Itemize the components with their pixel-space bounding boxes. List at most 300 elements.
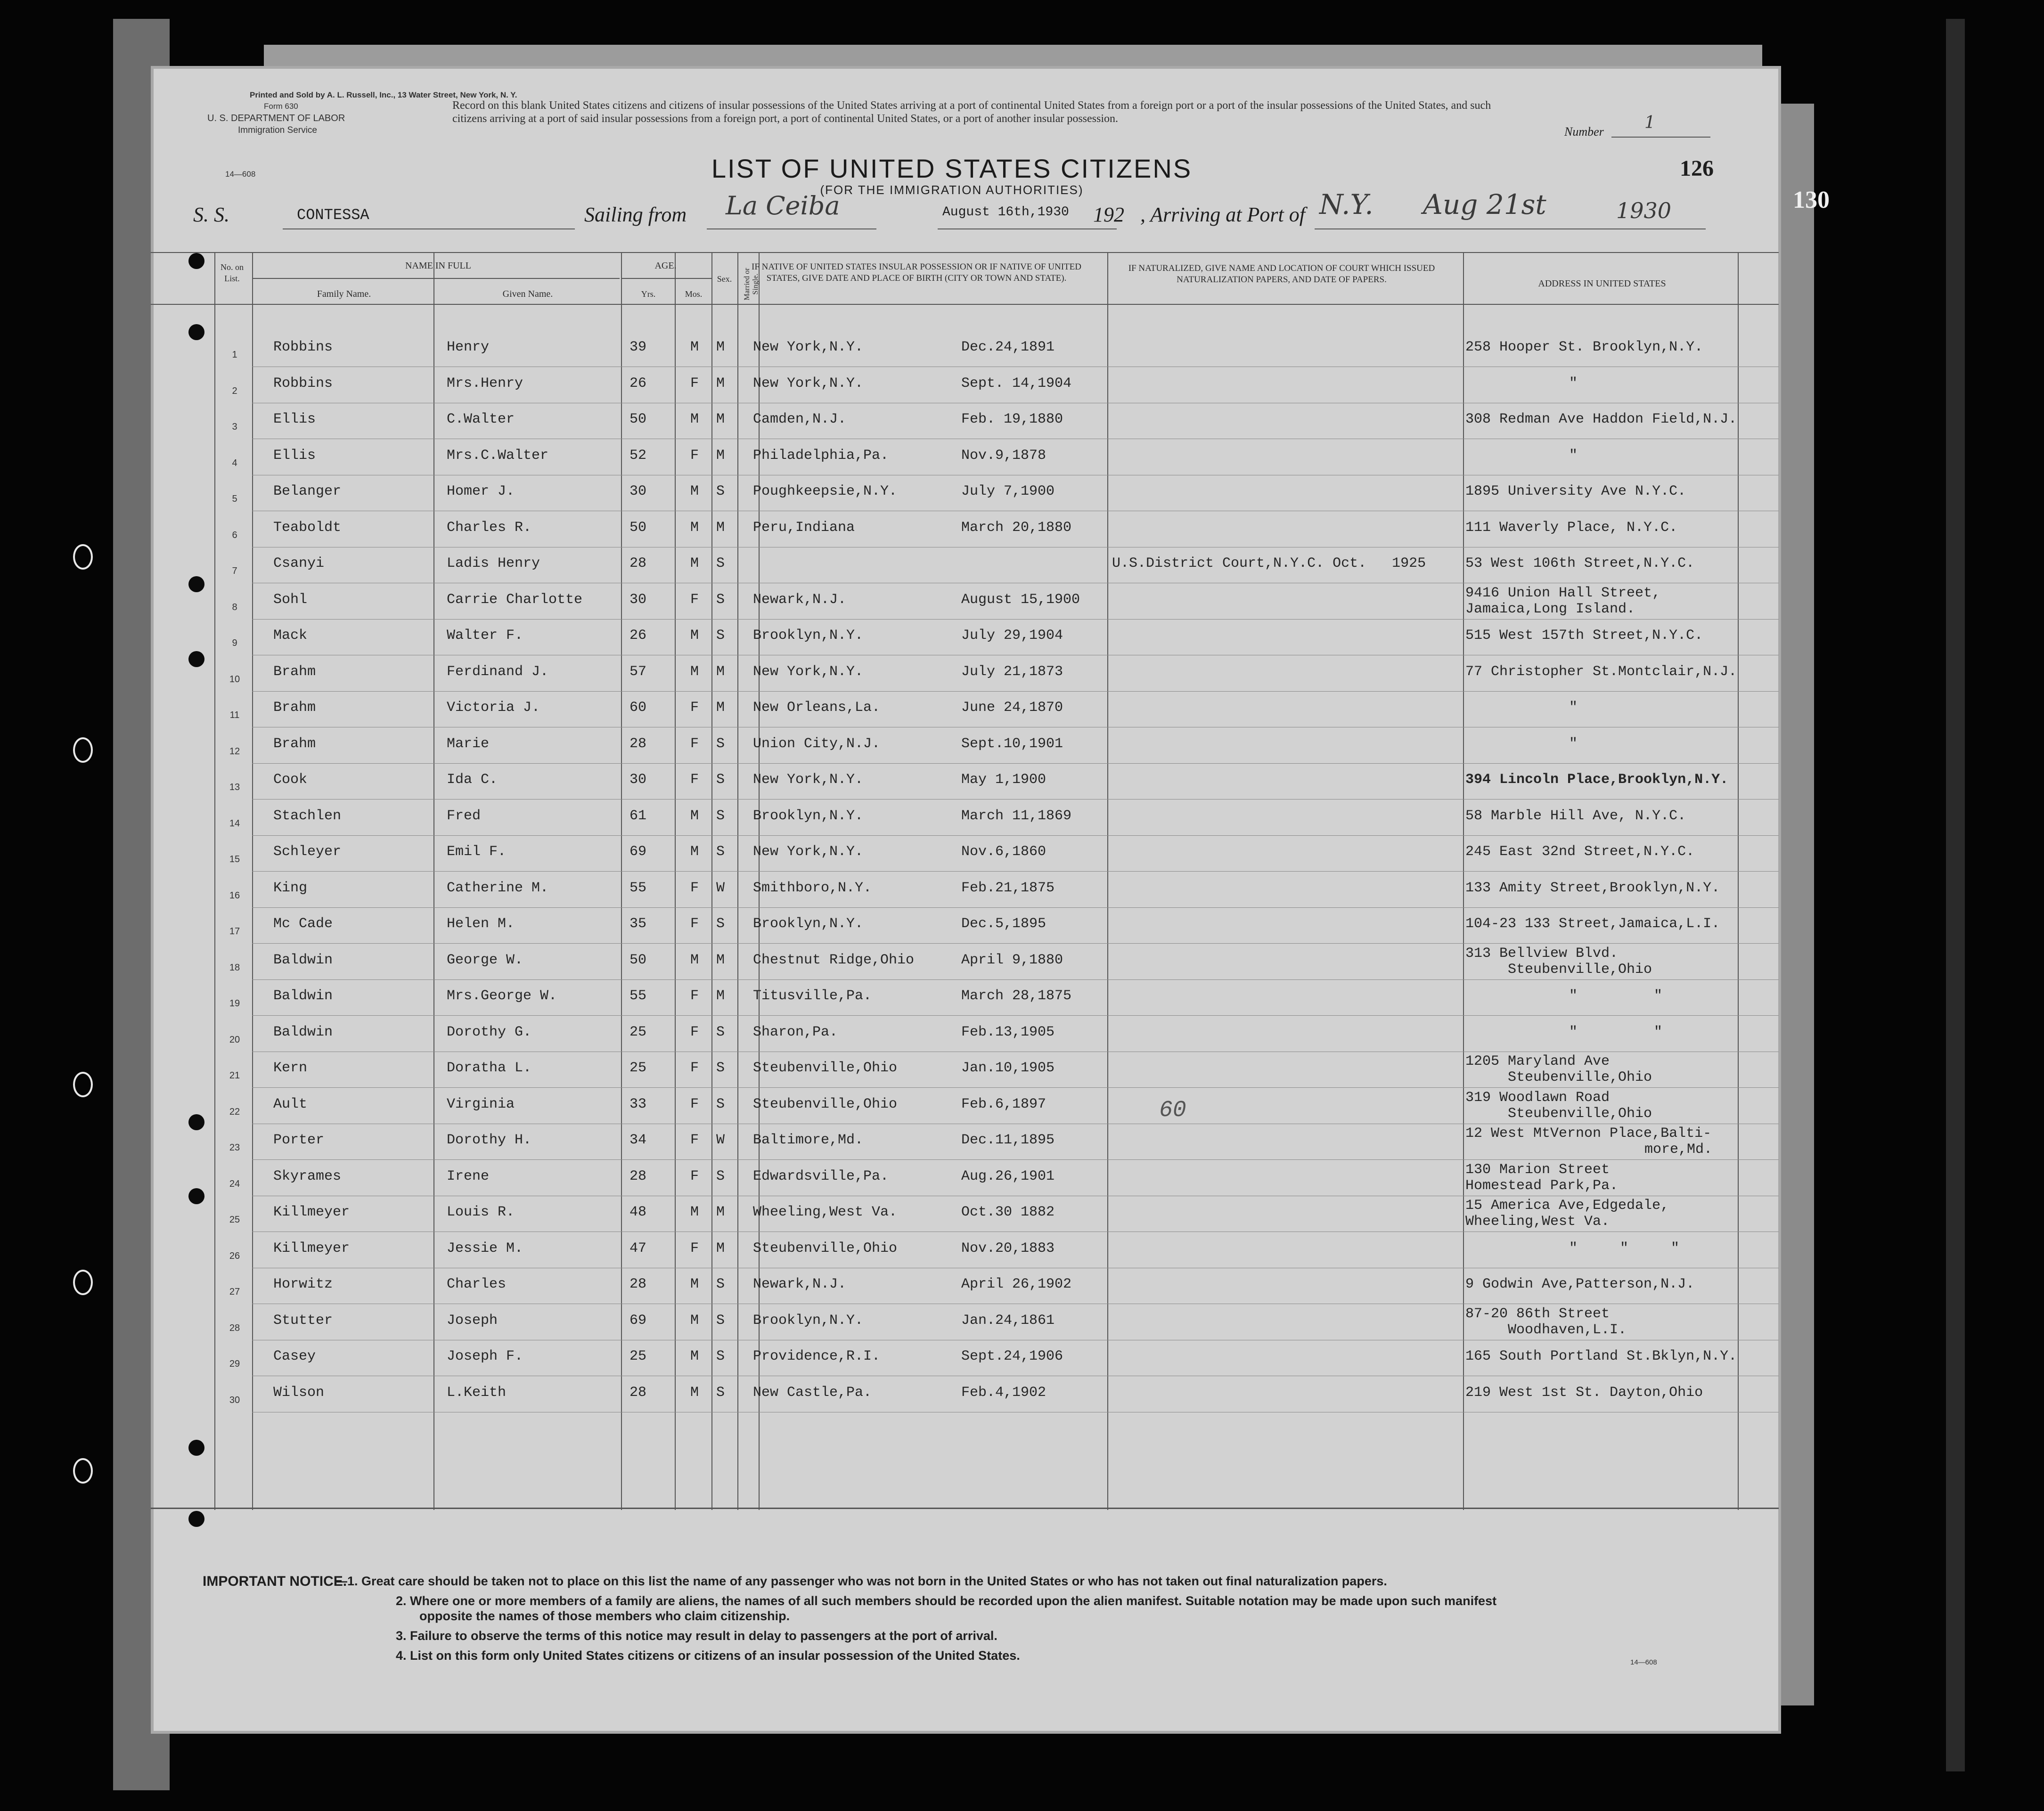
row-ms: S [716, 1384, 725, 1401]
binder-ring [73, 544, 93, 570]
row-place: Providence,R.I. [753, 1348, 881, 1364]
row-ms: S [716, 1348, 725, 1364]
row-addr: 111 Waverly Place, N.Y.C. [1465, 519, 1678, 536]
punch-hole [188, 576, 204, 592]
row-given: Henry [447, 339, 490, 355]
row-age: 30 [630, 591, 647, 608]
notice-item-1: —1. Great care should be taken not to place on this list the name of any passenger who was not born in the United States or who has not taken out final naturalization papers. [335, 1574, 1387, 1588]
arriving-year: 1930 [1616, 198, 1672, 223]
row-family: Ellis [273, 411, 316, 427]
right-strip [1946, 19, 1965, 1771]
side-number-130: 130 [1793, 187, 1830, 213]
header-married-single: Married or Single. [743, 268, 760, 301]
binder-ring [73, 1458, 93, 1484]
row-age: 30 [630, 483, 647, 499]
row-sex: M [690, 1276, 699, 1292]
row-addr: " [1569, 735, 1578, 752]
row-rule [252, 619, 1779, 620]
row-family: Baldwin [273, 988, 333, 1004]
printed-by: Printed and Sold by A. L. Russell, Inc., 13 Water Street, New York, N. Y. [250, 90, 517, 99]
punch-hole [188, 324, 204, 340]
row-age: 25 [630, 1060, 647, 1076]
row-addr2: more,Md. [1644, 1142, 1713, 1158]
row-rule [252, 871, 1779, 872]
table-header-bottom [151, 304, 1779, 305]
row-ms: M [716, 447, 725, 464]
row-family: King [273, 880, 308, 896]
row-no: 8 [232, 602, 237, 612]
row-family: Kern [273, 1060, 308, 1076]
row-addr: 58 Marble Hill Ave, N.Y.C. [1465, 808, 1686, 824]
row-given: Homer J. [447, 483, 515, 499]
col-line-5 [675, 252, 676, 1510]
row-age: 55 [630, 880, 647, 896]
row-family: Brahm [273, 735, 316, 752]
row-place: Sharon,Pa. [753, 1024, 838, 1040]
row-given: Irene [447, 1168, 490, 1184]
row-age: 30 [630, 772, 647, 788]
row-date: March 11,1869 [961, 808, 1072, 824]
row-no: 30 [229, 1395, 240, 1405]
row-age: 50 [630, 411, 647, 427]
row-date: Feb.21,1875 [961, 880, 1055, 896]
ship-line [283, 228, 575, 229]
row-place: Newark,N.J. [753, 591, 847, 608]
row-age: 39 [630, 339, 647, 355]
row-given: Fred [447, 808, 481, 824]
row-sex: F [690, 1024, 699, 1040]
col-line-7 [737, 252, 738, 1510]
row-no: 5 [232, 494, 237, 504]
row-ms: M [716, 952, 725, 968]
page-subtitle: (FOR THE IMMIGRATION AUTHORITIES) [820, 183, 1084, 197]
row-age: 50 [630, 519, 647, 536]
col-line-3 [433, 252, 434, 1510]
row-addr: 1895 University Ave N.Y.C. [1465, 483, 1686, 499]
row-rule [252, 907, 1779, 908]
row-no: 1 [232, 350, 237, 360]
row-date: July 21,1873 [961, 663, 1063, 680]
row-rule [252, 691, 1779, 692]
notice-title: IMPORTANT NOTICE. [203, 1574, 347, 1589]
row-date: Jan.10,1905 [961, 1060, 1055, 1076]
page-title: LIST OF UNITED STATES CITIZENS [711, 154, 1193, 183]
back-sheet-right [1781, 104, 1814, 1705]
punch-hole [188, 1511, 204, 1527]
row-rule [252, 979, 1779, 980]
row-nat: U.S.District Court,N.Y.C. Oct. 1925 [1112, 555, 1426, 571]
row-no: 13 [229, 782, 240, 792]
row-addr2: Homestead Park,Pa. [1465, 1177, 1619, 1194]
row-sex: M [690, 628, 699, 644]
col-line-2 [252, 252, 253, 1510]
row-ms: M [716, 1204, 725, 1220]
row-family: Ault [273, 1096, 308, 1112]
row-no: 16 [229, 890, 240, 901]
row-addr: " [1569, 700, 1578, 716]
stamp-126: 126 [1680, 156, 1714, 181]
row-sex: F [690, 375, 699, 392]
header-no-on-list: No. on List. [221, 262, 244, 283]
row-given: George W. [447, 952, 523, 968]
number-label: Number [1564, 125, 1604, 139]
row-ms: W [716, 880, 725, 896]
header-address: ADDRESS IN UNITED STATES [1538, 278, 1666, 289]
row-given: Mrs.Henry [447, 375, 523, 392]
date-line [938, 228, 1117, 229]
row-age: 57 [630, 663, 647, 680]
row-family: Baldwin [273, 1024, 333, 1040]
row-given: Joseph F. [447, 1348, 523, 1364]
header-family-name: Family Name. [317, 289, 371, 299]
row-given: Louis R. [447, 1204, 515, 1220]
row-addr: 77 Christopher St.Montclair,N.J. [1465, 663, 1737, 680]
row-rule [252, 763, 1779, 764]
row-sex: M [690, 663, 699, 680]
row-addr: 53 West 106th Street,N.Y.C. [1465, 555, 1695, 571]
row-addr: " [1569, 447, 1578, 464]
row-addr: 219 West 1st St. Dayton,Ohio [1465, 1384, 1703, 1401]
row-addr: 104-23 133 Street,Jamaica,L.I. [1465, 916, 1720, 932]
row-family: Porter [273, 1132, 325, 1148]
row-no: 6 [232, 530, 237, 540]
row-no: 29 [229, 1359, 240, 1369]
row-place: Brooklyn,N.Y. [753, 916, 864, 932]
row-ms: M [716, 375, 725, 392]
record-instructions: Record on this blank United States citizens and citizens of insular possessions of the United States arriving at a port of continental United States from a foreign port or a port of the insular possessions of the United States, and such citizens arriving at a port of said insular possessions from a foreign port, a port of continental United States, or a port of another insular possession. [452, 99, 1491, 125]
row-given: L.Keith [447, 1384, 507, 1401]
row-place: Smithboro,N.Y. [753, 880, 872, 896]
row-sex: F [690, 916, 699, 932]
row-addr: 9416 Union Hall Street, [1465, 585, 1661, 601]
row-addr2: Steubenville,Ohio [1508, 1105, 1652, 1122]
row-ms: S [716, 1312, 725, 1329]
row-place: New Orleans,La. [753, 700, 881, 716]
row-place: Steubenville,Ohio [753, 1060, 898, 1076]
sailing-from: La Ceiba [726, 191, 840, 220]
row-given: Ladis Henry [447, 555, 540, 571]
row-no: 18 [229, 962, 240, 973]
row-place: New York,N.Y. [753, 339, 864, 355]
row-addr: 12 West MtVernon Place,Balti- [1465, 1126, 1712, 1142]
row-no: 22 [229, 1106, 240, 1117]
punch-hole [188, 651, 204, 667]
row-family: Schleyer [273, 844, 342, 860]
row-addr: 87-20 86th Street [1465, 1305, 1610, 1322]
row-sex: F [690, 1060, 699, 1076]
row-family: Mc Cade [273, 916, 333, 932]
row-given: Virginia [447, 1096, 515, 1112]
row-place: Baltimore,Md. [753, 1132, 864, 1148]
row-sex: F [690, 591, 699, 608]
row-date: Sept.24,1906 [961, 1348, 1063, 1364]
row-place: Wheeling,West Va. [753, 1204, 898, 1220]
row-no: 20 [229, 1034, 240, 1045]
row-ms: S [716, 808, 725, 824]
table-top-border [151, 252, 1779, 253]
row-sex: M [690, 519, 699, 536]
row-ms: M [716, 663, 725, 680]
row-age: 25 [630, 1024, 647, 1040]
row-addr2: Steubenville,Ohio [1508, 1069, 1652, 1085]
row-addr: 313 Bellview Blvd. [1465, 945, 1619, 962]
number-value: 1 [1644, 113, 1655, 132]
row-given: Ferdinand J. [447, 663, 549, 680]
row-addr: 319 Woodlawn Road [1465, 1089, 1610, 1106]
row-no: 28 [229, 1322, 240, 1333]
row-sex: M [690, 844, 699, 860]
row-place: Newark,N.J. [753, 1276, 847, 1292]
row-date: April 9,1880 [961, 952, 1063, 968]
row-family: Robbins [273, 339, 333, 355]
row-age: 28 [630, 1276, 647, 1292]
row-given: Mrs.C.Walter [447, 447, 549, 464]
row-no: 4 [232, 457, 237, 468]
form-code: 14—608 [225, 170, 256, 179]
col-line-11 [1738, 252, 1739, 1510]
row-ms: W [716, 1132, 725, 1148]
row-addr: " " [1569, 988, 1663, 1004]
row-age: 47 [630, 1240, 647, 1256]
row-age: 26 [630, 628, 647, 644]
row-ms: S [716, 555, 725, 571]
row-addr: 515 West 157th Street,N.Y.C. [1465, 628, 1703, 644]
row-no: 17 [229, 926, 240, 937]
row-rule [252, 1015, 1779, 1016]
row-age: 28 [630, 555, 647, 571]
row-rule [252, 943, 1779, 944]
binder-ring [73, 1270, 93, 1295]
row-sex: M [690, 1204, 699, 1220]
punch-hole [188, 253, 204, 269]
notice-item-3: 3. Failure to observe the terms of this notice may result in delay to passengers at the port of arrival. [396, 1629, 997, 1643]
row-date: Feb.4,1902 [961, 1384, 1047, 1401]
number-line [1611, 137, 1710, 138]
pencil-annotation: 60 [1159, 1098, 1186, 1123]
binder-ring [73, 1072, 93, 1097]
row-date: Oct.30 1882 [961, 1204, 1055, 1220]
row-age: 28 [630, 1168, 647, 1184]
row-family: Baldwin [273, 952, 333, 968]
row-date: Feb. 19,1880 [961, 411, 1063, 427]
service: Immigration Service [238, 125, 317, 135]
footer-form-code: 14—608 [1630, 1658, 1657, 1666]
binder-ring [73, 737, 93, 763]
row-rule [252, 1087, 1779, 1088]
row-family: Skyrames [273, 1168, 342, 1184]
row-age: 52 [630, 447, 647, 464]
row-addr: 15 America Ave,Edgedale, [1465, 1198, 1669, 1214]
row-family: Sohl [273, 591, 308, 608]
row-place: Poughkeepsie,N.Y. [753, 483, 898, 499]
row-sex: F [690, 1240, 699, 1256]
row-family: Robbins [273, 375, 333, 392]
row-addr2: Jamaica,Long Island. [1465, 601, 1635, 617]
row-family: Horwitz [273, 1276, 333, 1292]
row-given: Catherine M. [447, 880, 549, 896]
row-addr: 9 Godwin Ave,Patterson,N.J. [1465, 1276, 1695, 1292]
row-ms: S [716, 591, 725, 608]
col-line-6 [711, 252, 712, 1510]
row-place: Steubenville,Ohio [753, 1240, 898, 1256]
col-line-10 [1463, 252, 1464, 1510]
row-given: Jessie M. [447, 1240, 523, 1256]
row-given: Walter F. [447, 628, 523, 644]
row-ms: S [716, 1060, 725, 1076]
row-addr: 165 South Portland St.Bklyn,N.Y. [1465, 1348, 1737, 1364]
row-no: 24 [229, 1178, 240, 1189]
header-given-name: Given Name. [502, 289, 553, 299]
arriving-line [1315, 228, 1706, 229]
row-sex: F [690, 1132, 699, 1148]
row-sex: F [690, 1096, 699, 1112]
row-given: Carrie Charlotte [447, 591, 583, 608]
row-place: Chestnut Ridge,Ohio [753, 952, 915, 968]
row-family: Brahm [273, 700, 316, 716]
notice-item-4: 4. List on this form only United States citizens or citizens of an insular possession of the United States. [396, 1648, 1020, 1663]
row-given: Dorothy H. [447, 1132, 532, 1148]
row-rule [252, 1159, 1779, 1160]
row-place: Brooklyn,N.Y. [753, 628, 864, 644]
row-family: Brahm [273, 663, 316, 680]
col-line-1 [214, 252, 215, 1510]
row-ms: S [716, 772, 725, 788]
row-date: Jan.24,1861 [961, 1312, 1055, 1329]
row-family: Stutter [273, 1312, 333, 1329]
header-age: AGE. [654, 261, 677, 271]
row-age: 69 [630, 844, 647, 860]
row-ms: M [716, 700, 725, 716]
row-place: Camden,N.J. [753, 411, 847, 427]
ss-label: S. S. [193, 203, 229, 226]
row-sex: M [690, 411, 699, 427]
row-sex: F [690, 735, 699, 752]
row-place: New Castle,Pa. [753, 1384, 872, 1401]
row-no: 15 [229, 854, 240, 865]
row-place: New York,N.Y. [753, 375, 864, 392]
row-addr: " " " [1569, 1240, 1680, 1256]
row-addr: 130 Marion Street [1465, 1161, 1610, 1178]
row-sex: F [690, 988, 699, 1004]
row-given: Charles R. [447, 519, 532, 536]
row-given: Joseph [447, 1312, 498, 1329]
row-given: Marie [447, 735, 490, 752]
row-sex: M [690, 952, 699, 968]
row-date: Nov.9,1878 [961, 447, 1047, 464]
row-given: Ida C. [447, 772, 498, 788]
row-family: Killmeyer [273, 1240, 350, 1256]
row-addr: " " [1569, 1024, 1663, 1040]
header-naturalization: IF NATURALIZED, GIVE NAME AND LOCATION OF COURT WHICH ISSUED NATURALIZATION PAPERS, AND DATE OF PAPERS. [1128, 263, 1435, 285]
row-ms: S [716, 483, 725, 499]
row-age: 33 [630, 1096, 647, 1112]
row-age: 34 [630, 1132, 647, 1148]
row-addr: 394 Lincoln Place,Brooklyn,N.Y. [1465, 772, 1729, 788]
row-place: Peru,Indiana [753, 519, 855, 536]
row-sex: M [690, 555, 699, 571]
header-name-in-full: NAME IN FULL [405, 261, 471, 271]
sailing-year-prefix: 192 [1093, 203, 1124, 226]
row-age: 28 [630, 735, 647, 752]
row-ms: S [716, 916, 725, 932]
row-date: April 26,1902 [961, 1276, 1072, 1292]
row-no: 2 [232, 385, 237, 396]
row-ms: M [716, 519, 725, 536]
row-given: Helen M. [447, 916, 515, 932]
row-sex: M [690, 483, 699, 499]
row-age: 61 [630, 808, 647, 824]
row-place: Brooklyn,N.Y. [753, 1312, 864, 1329]
row-addr: 245 East 32nd Street,N.Y.C. [1465, 844, 1695, 860]
row-ms: M [716, 1240, 725, 1256]
row-place: Titusville,Pa. [753, 988, 872, 1004]
row-date: Sept.10,1901 [961, 735, 1063, 752]
row-date: Feb.13,1905 [961, 1024, 1055, 1040]
row-ms: S [716, 1276, 725, 1292]
row-family: Cook [273, 772, 308, 788]
row-age: 25 [630, 1348, 647, 1364]
row-given: Victoria J. [447, 700, 540, 716]
row-date: Dec.24,1891 [961, 339, 1055, 355]
row-family: Casey [273, 1348, 316, 1364]
row-age: 55 [630, 988, 647, 1004]
row-family: Csanyi [273, 555, 325, 571]
row-date: Feb.6,1897 [961, 1096, 1047, 1112]
row-age: 69 [630, 1312, 647, 1329]
row-ms: M [716, 339, 725, 355]
row-sex: M [690, 1312, 699, 1329]
sailing-label: Sailing from [584, 203, 687, 226]
row-family: Mack [273, 628, 308, 644]
row-addr2: Woodhaven,L.I. [1508, 1322, 1627, 1338]
sailing-date: August 16th,1930 [942, 205, 1069, 220]
row-family: Ellis [273, 447, 316, 464]
row-age: 26 [630, 375, 647, 392]
punch-hole [188, 1114, 204, 1130]
row-given: Charles [447, 1276, 507, 1292]
row-addr2: Wheeling,West Va. [1465, 1214, 1610, 1230]
row-date: Dec.11,1895 [961, 1132, 1055, 1148]
header-mos: Mos. [685, 289, 703, 299]
table-bottom-border [151, 1508, 1779, 1509]
row-ms: S [716, 844, 725, 860]
form-number: Form 630 [264, 102, 298, 111]
row-age: 35 [630, 916, 647, 932]
row-no: 26 [229, 1250, 240, 1261]
row-date: July 7,1900 [961, 483, 1055, 499]
row-sex: M [690, 1384, 699, 1401]
row-place: Edwardsville,Pa. [753, 1168, 889, 1184]
department: U. S. DEPARTMENT OF LABOR [207, 113, 345, 123]
row-place: New York,N.Y. [753, 844, 864, 860]
arriving-label: , Arriving at Port of [1140, 203, 1305, 226]
header-sex: Sex. [717, 274, 732, 284]
row-date: March 28,1875 [961, 988, 1072, 1004]
row-ms: M [716, 988, 725, 1004]
row-given: C.Walter [447, 411, 515, 427]
name-subheader-line [252, 278, 620, 279]
row-given: Dorothy G. [447, 1024, 532, 1040]
ship-name: CONTESSA [297, 206, 369, 224]
row-no: 23 [229, 1142, 240, 1153]
row-age: 60 [630, 700, 647, 716]
arriving-date: Aug 21st [1423, 188, 1546, 220]
row-ms: S [716, 735, 725, 752]
row-addr: 308 Redman Ave Haddon Field,N.J. [1465, 411, 1737, 427]
row-sex: F [690, 447, 699, 464]
notice-item-2b: opposite the names of those members who claim citizenship. [419, 1609, 790, 1623]
row-no: 14 [229, 818, 240, 829]
